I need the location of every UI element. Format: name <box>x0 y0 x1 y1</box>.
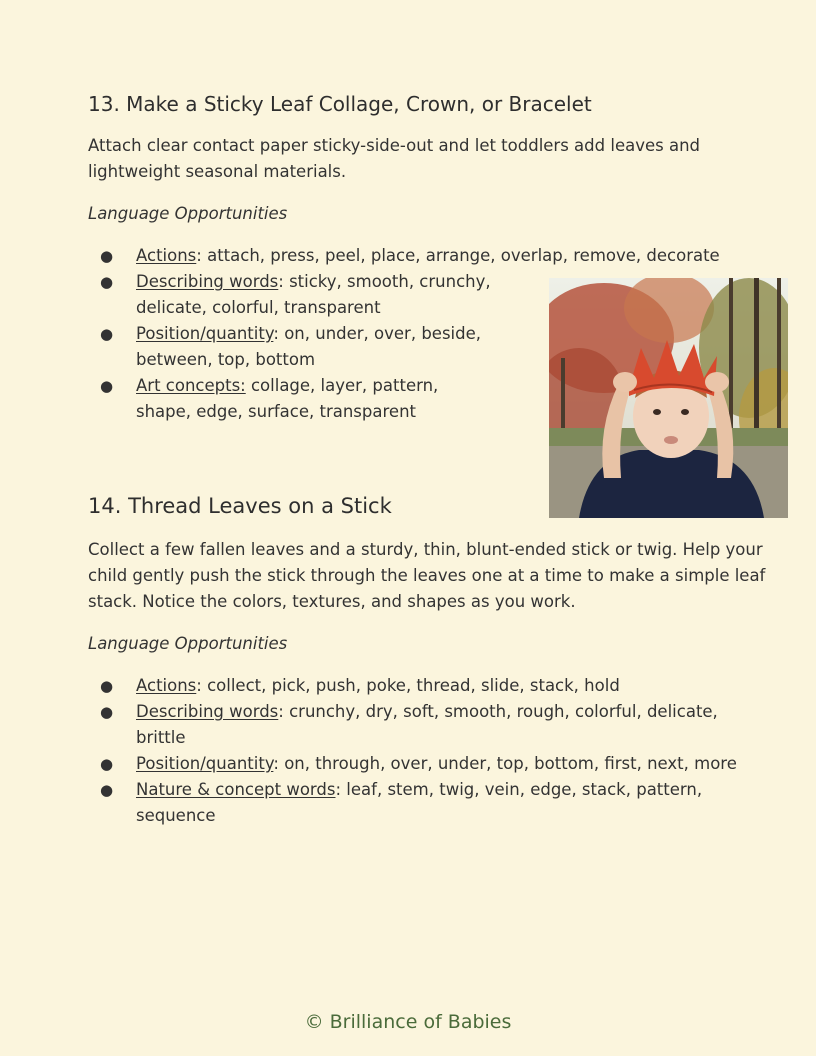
list-item <box>88 751 768 777</box>
section-14-language-heading: Language Opportunities <box>88 634 288 653</box>
list-term: Actions <box>136 246 197 265</box>
section-14-list <box>88 673 768 829</box>
list-text: : on, under, over, beside, between, top, bottom <box>136 324 482 369</box>
list-term: Position/quantity <box>136 754 274 773</box>
section-13-title: 13. Make a Sticky Leaf Collage, Crown, or Bracelet <box>88 92 592 116</box>
list-item <box>88 699 768 751</box>
list-item <box>88 269 496 321</box>
list-term: Position/quantity <box>136 324 274 343</box>
leaf-crown-photo <box>549 278 788 518</box>
list-item <box>88 321 496 373</box>
list-term: Actions <box>136 676 197 695</box>
list-text: : attach, press, peel, place, arrange, overlap, remove, decorate <box>196 246 720 265</box>
list-term: Nature & concept words <box>136 780 336 799</box>
copyright-footer: © Brilliance of Babies <box>304 1011 512 1033</box>
bullet-icon: ● <box>100 677 114 695</box>
section-14-body: Collect a few fallen leaves and a sturdy, thin, blunt-ended stick or twig. Help your child gently push the stick through the leaves one at a time to make a simple leaf stack. Notice the colors, textures, and shapes as you work. <box>88 540 766 611</box>
photo-illustration <box>549 278 788 518</box>
bullet-icon: ● <box>100 377 114 395</box>
bullet-icon: ● <box>100 273 114 291</box>
list-item <box>88 373 496 425</box>
list-text: : on, through, over, under, top, bottom, first, next, more <box>273 754 737 773</box>
bullet-icon: ● <box>100 703 114 721</box>
list-term: Describing words <box>136 702 279 721</box>
bullet-icon: ● <box>100 755 114 773</box>
bullet-icon: ● <box>100 781 114 799</box>
list-item <box>88 673 768 699</box>
list-text: collage, layer, pattern, shape, edge, surface, transparent <box>136 376 439 421</box>
list-text: : sticky, smooth, crunchy, delicate, colorful, transparent <box>136 272 491 317</box>
list-term: Art concepts: <box>136 376 246 395</box>
section-14-title: 14. Thread Leaves on a Stick <box>88 494 392 518</box>
bullet-icon: ● <box>100 247 114 265</box>
section-14 <box>88 493 768 829</box>
section-13-language-heading: Language Opportunities <box>88 204 288 223</box>
list-text: : crunchy, dry, soft, smooth, rough, colorful, delicate, brittle <box>136 702 718 747</box>
list-text: : leaf, stem, twig, vein, edge, stack, pattern, sequence <box>136 780 703 825</box>
list-item <box>88 777 768 829</box>
list-text: : collect, pick, push, poke, thread, slide, stack, hold <box>196 676 620 695</box>
section-13-body: Attach clear contact paper sticky-side-out and let toddlers add leaves and lightweight seasonal materials. <box>88 136 701 181</box>
list-term: Describing words <box>136 272 279 291</box>
bullet-icon: ● <box>100 325 114 343</box>
list-item <box>88 243 768 269</box>
